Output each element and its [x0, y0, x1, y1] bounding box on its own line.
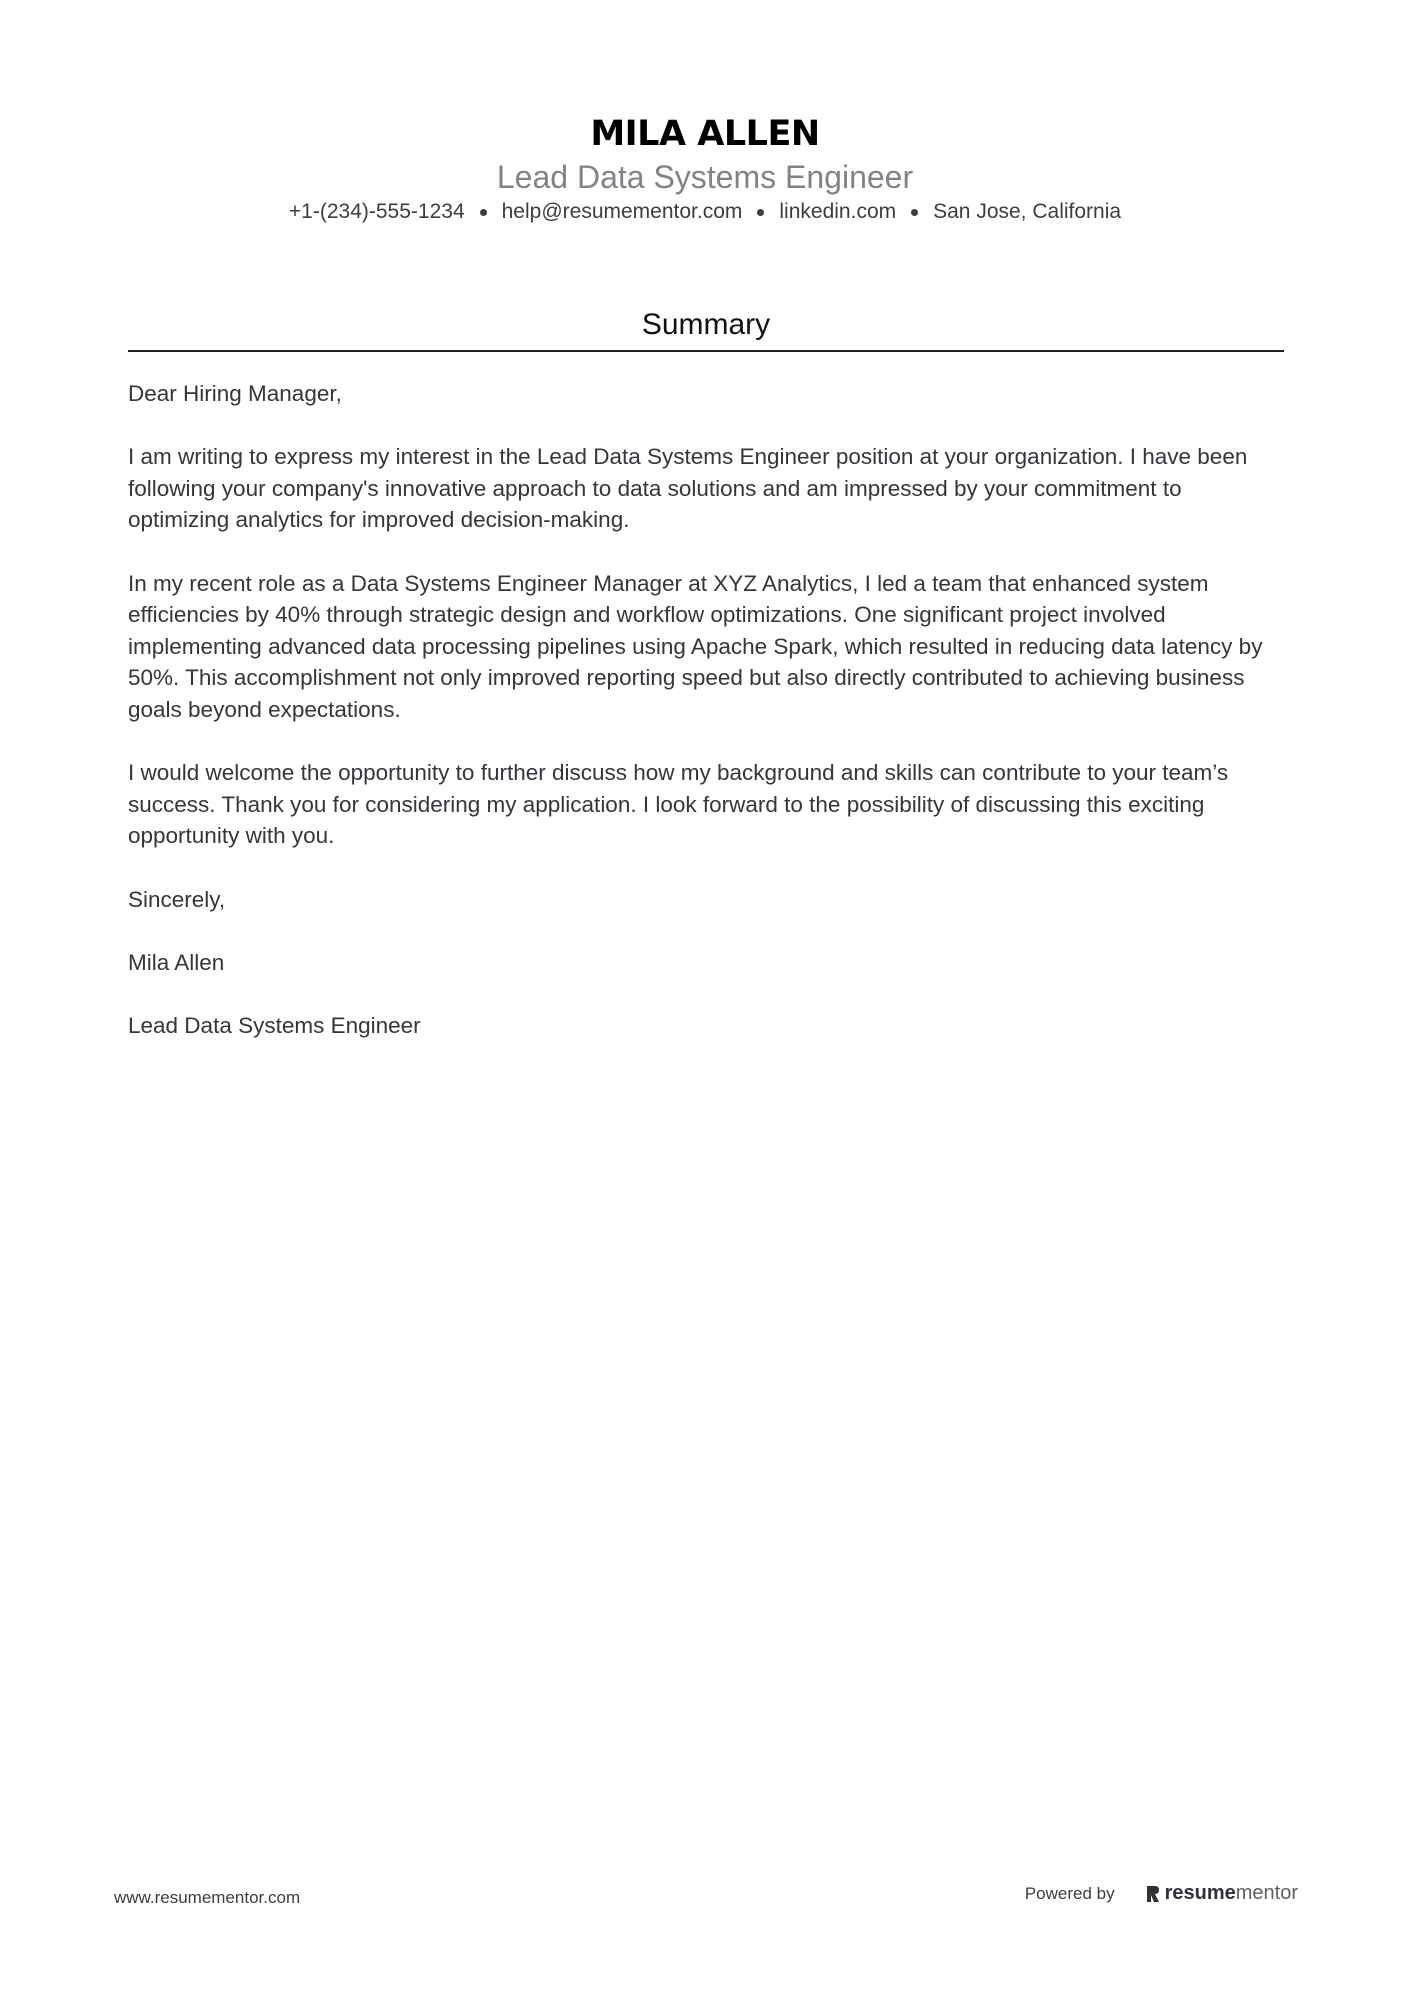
letter-paragraph: I am writing to express my interest in the Lead Data Systems Engineer position at your organization. I have been following your company's innovative approach to data solutions and am impressed by your commitment to optimizing analytics for improved decision-making. [128, 444, 1248, 533]
letter-paragraph: I would welcome the opportunity to further discuss how my background and skills can contribute to your team’s success. Thank you for considering my application. I look forward to the possibility of discussing this exciting opportunity with you. [128, 760, 1229, 849]
letter-closing: Sincerely, [128, 886, 226, 912]
bullet-separator-icon [911, 209, 918, 216]
signature-title: Lead Data Systems Engineer [128, 1012, 421, 1038]
contact-phone: +1-(234)-555-1234 [288, 200, 465, 223]
letter-body [128, 378, 1288, 1073]
contact-line [0, 198, 1410, 226]
resumementor-logo-icon [1145, 1884, 1161, 1904]
section-title-summary: Summary [641, 308, 771, 341]
candidate-name: MILA ALLEN [590, 114, 820, 154]
letter-paragraph: In my recent role as a Data Systems Engineer Manager at XYZ Analytics, I led a team that enhanced system efficiencies by 40% through strategic design and workflow optimizations. One significant project involved implementing advanced data processing pipelines using Apache Spark, which resulted in reducing data latency by 50%. This accomplishment not only improved reporting speed but also directly contributed to achieving business goals beyond expectations. [128, 570, 1263, 722]
brand-name-light: mentor [1235, 1882, 1298, 1904]
brand-name-bold: resume [1164, 1882, 1236, 1904]
bullet-separator-icon [757, 209, 764, 216]
footer-branding [1025, 1882, 1298, 1905]
section-divider [128, 350, 1284, 352]
letter-greeting: Dear Hiring Manager, [128, 381, 342, 406]
powered-by-label: Powered by [1024, 1883, 1115, 1903]
header [0, 112, 1410, 226]
contact-location: San Jose, California [933, 200, 1122, 223]
footer-website: www.resumementor.com [114, 1888, 301, 1907]
signature-name: Mila Allen [128, 949, 225, 975]
candidate-title: Lead Data Systems Engineer [496, 159, 914, 195]
contact-linkedin: linkedin.com [779, 200, 897, 223]
brand-logo [1145, 1882, 1298, 1905]
contact-email: help@resumementor.com [501, 200, 743, 223]
bullet-separator-icon [480, 209, 487, 216]
